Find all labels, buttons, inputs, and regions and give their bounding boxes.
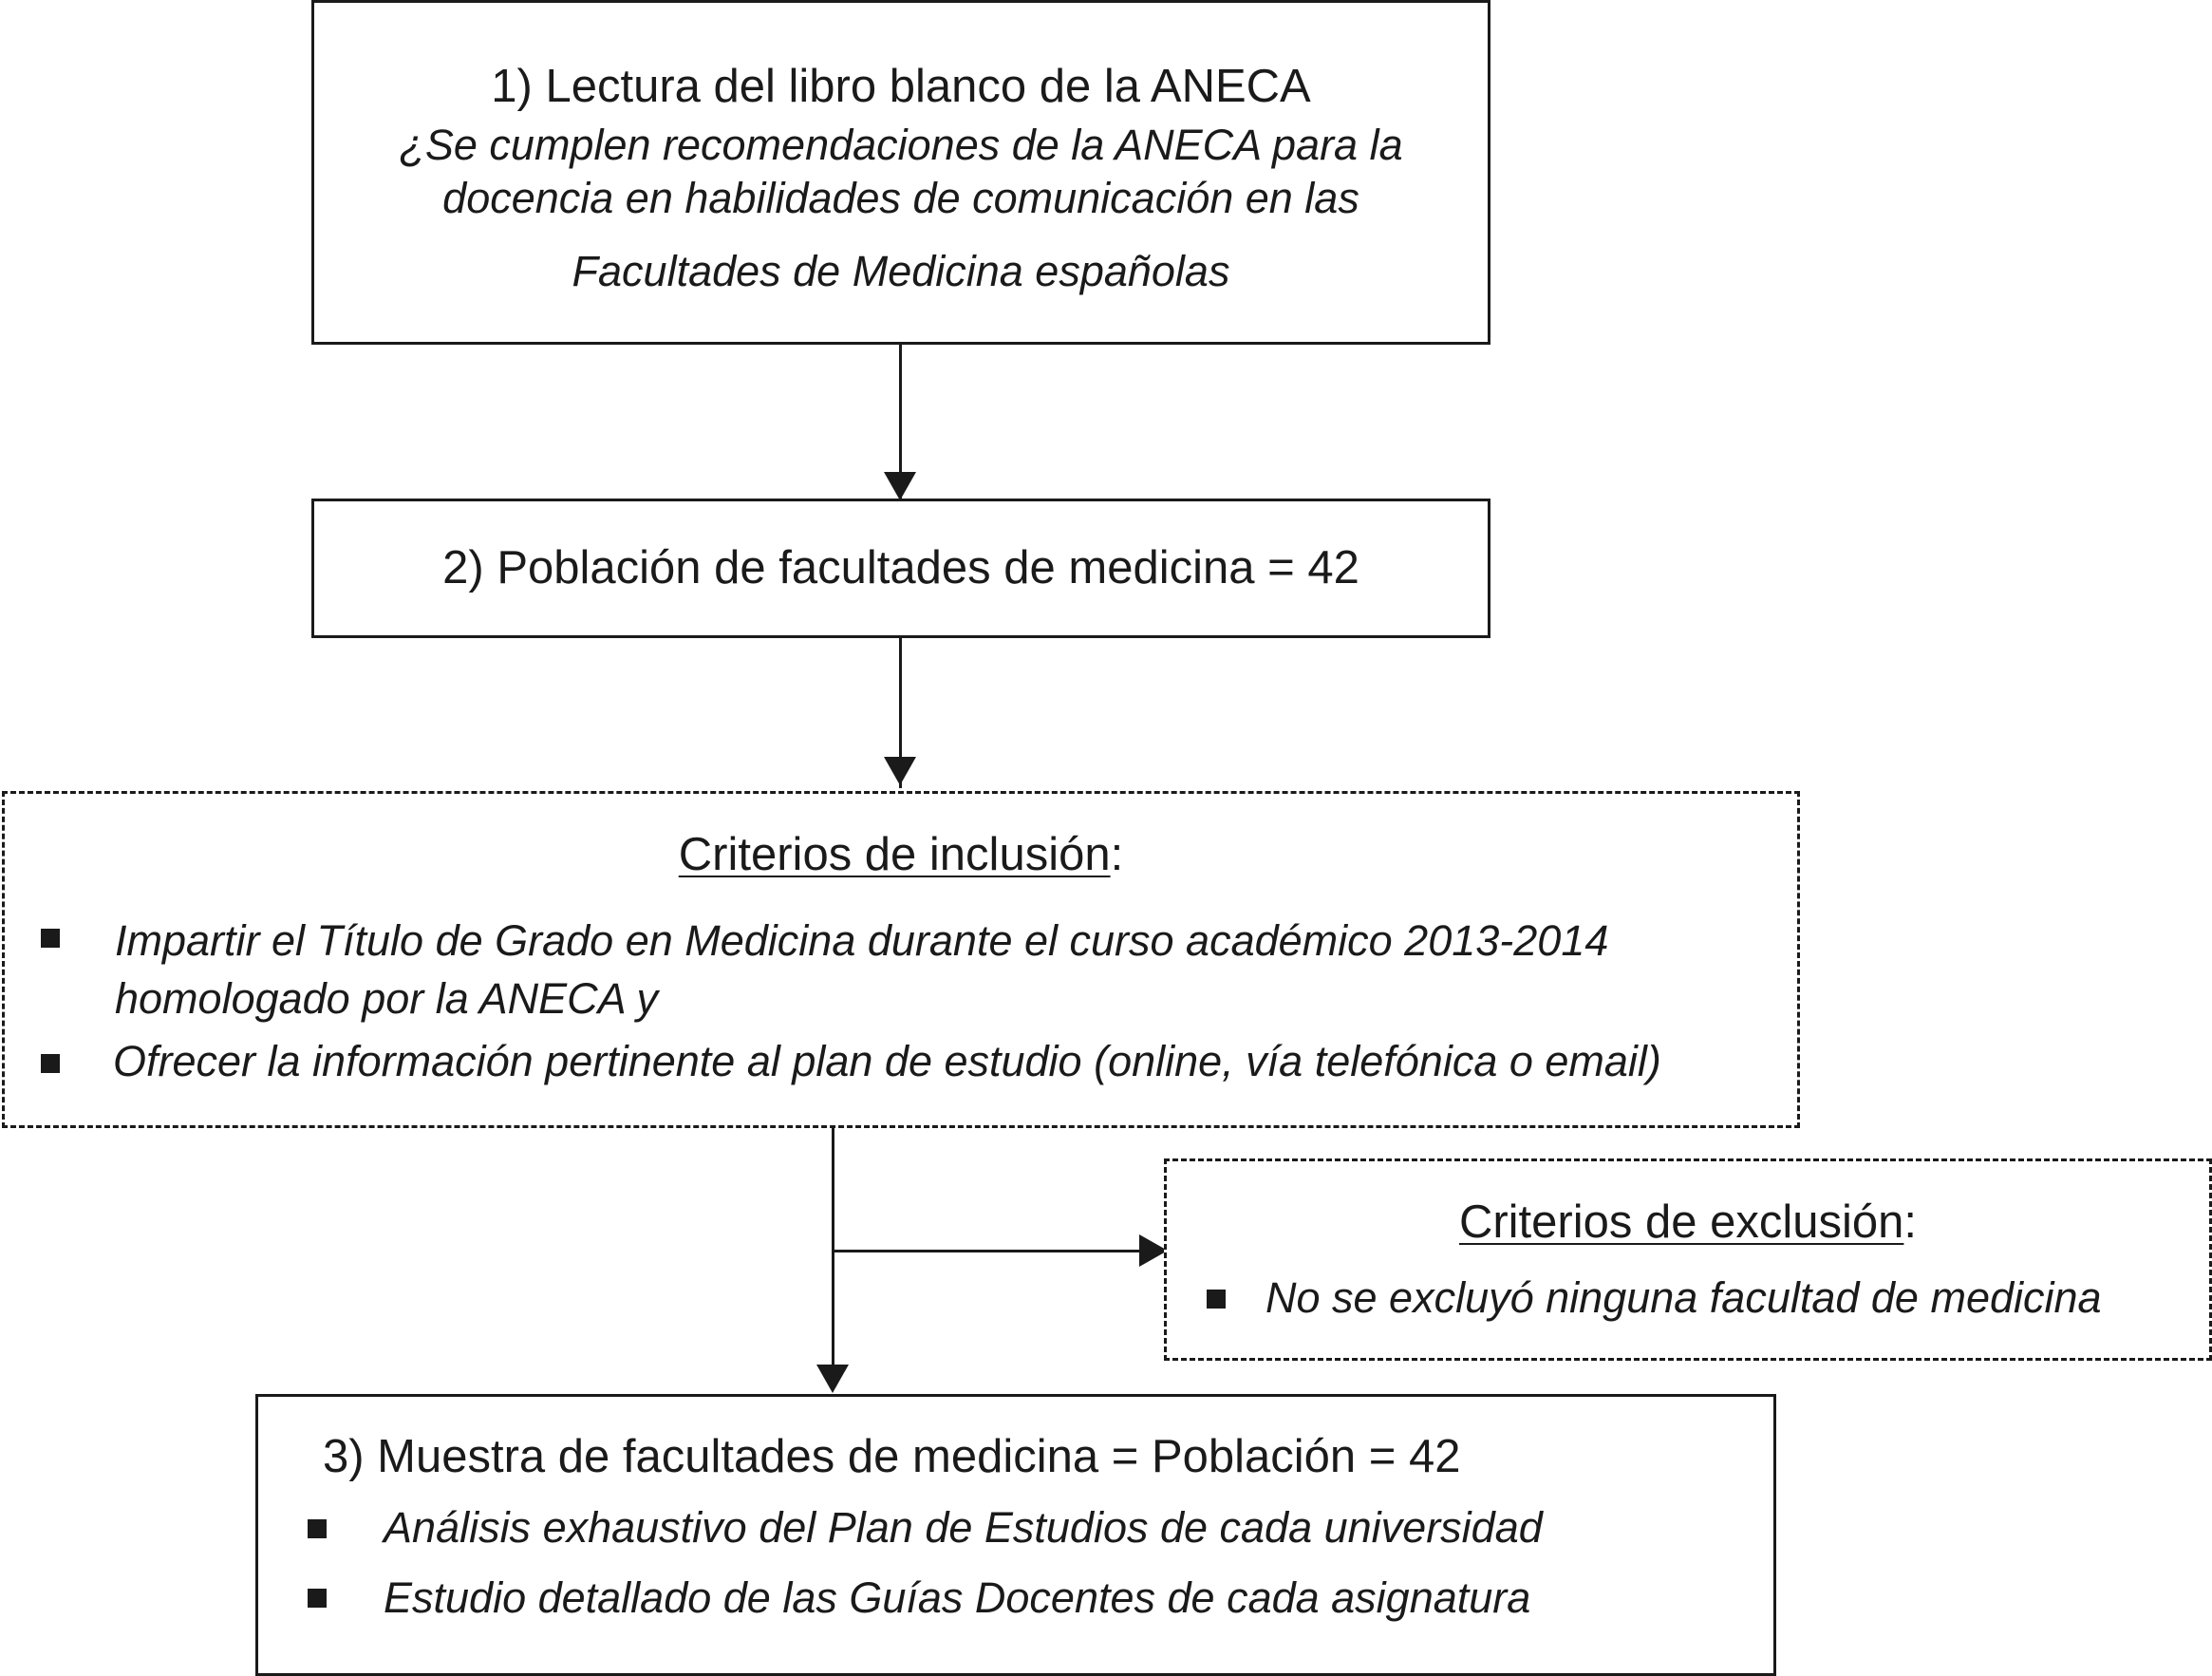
arrow-down-icon bbox=[884, 472, 916, 500]
exclusion-heading bbox=[1167, 1196, 2209, 1249]
exclusion-item-1: No se excluyó ninguna facultad de medicina bbox=[1265, 1273, 2102, 1322]
step-3-item-1: Análisis exhaustivo del Plan de Estudios de cada universidad bbox=[384, 1503, 1543, 1552]
step-1-question-line-3: Facultades de Medicina españolas bbox=[572, 247, 1230, 295]
step-1-title: 1) Lectura del libro blanco de la ANECA bbox=[491, 61, 1311, 112]
exclusion-criteria-box bbox=[1164, 1158, 2212, 1361]
step-1-box bbox=[311, 0, 1490, 345]
inclusion-criteria-box bbox=[2, 791, 1800, 1128]
step-3-title: 3) Muestra de facultades de medicina = Población = 42 bbox=[323, 1431, 1461, 1482]
inclusion-item-2: Ofrecer la información pertinente al plan de estudio (online, vía telefónica o email) bbox=[113, 1037, 1661, 1085]
step-1-question-line-1: ¿Se cumplen recomendaciones de la ANECA para la bbox=[399, 121, 1403, 169]
exclusion-heading-text: Criterios de exclusión bbox=[1458, 1196, 1904, 1248]
inclusion-heading bbox=[5, 828, 1797, 881]
connector-inclusion-3 bbox=[832, 1128, 834, 1384]
connector-to-exclusion bbox=[832, 1250, 1154, 1252]
arrow-down-icon bbox=[884, 757, 916, 785]
inclusion-heading-colon: : bbox=[1110, 829, 1124, 880]
bullet-icon bbox=[308, 1589, 327, 1608]
step-1-question-line-2: docencia en habilidades de comunicación en las bbox=[442, 174, 1359, 222]
bullet-icon bbox=[41, 1054, 60, 1073]
inclusion-item-1-line-2: homologado por la ANECA y bbox=[115, 974, 658, 1023]
arrow-down-icon bbox=[816, 1365, 849, 1393]
bullet-icon bbox=[308, 1519, 327, 1538]
inclusion-item-1-line-1: Impartir el Título de Grado en Medicina durante el curso académico 2013-2014 bbox=[115, 916, 1609, 965]
bullet-icon bbox=[1207, 1290, 1226, 1309]
exclusion-heading-colon: : bbox=[1903, 1196, 1918, 1248]
step-3-item-2: Estudio detallado de las Guías Docentes de cada asignatura bbox=[384, 1573, 1531, 1622]
bullet-icon bbox=[41, 929, 60, 948]
step-3-box bbox=[255, 1394, 1776, 1676]
step-2-box bbox=[311, 499, 1490, 638]
step-2-title: 2) Población de facultades de medicina = 42 bbox=[442, 542, 1359, 593]
inclusion-heading-text: Criterios de inclusión bbox=[678, 829, 1111, 880]
